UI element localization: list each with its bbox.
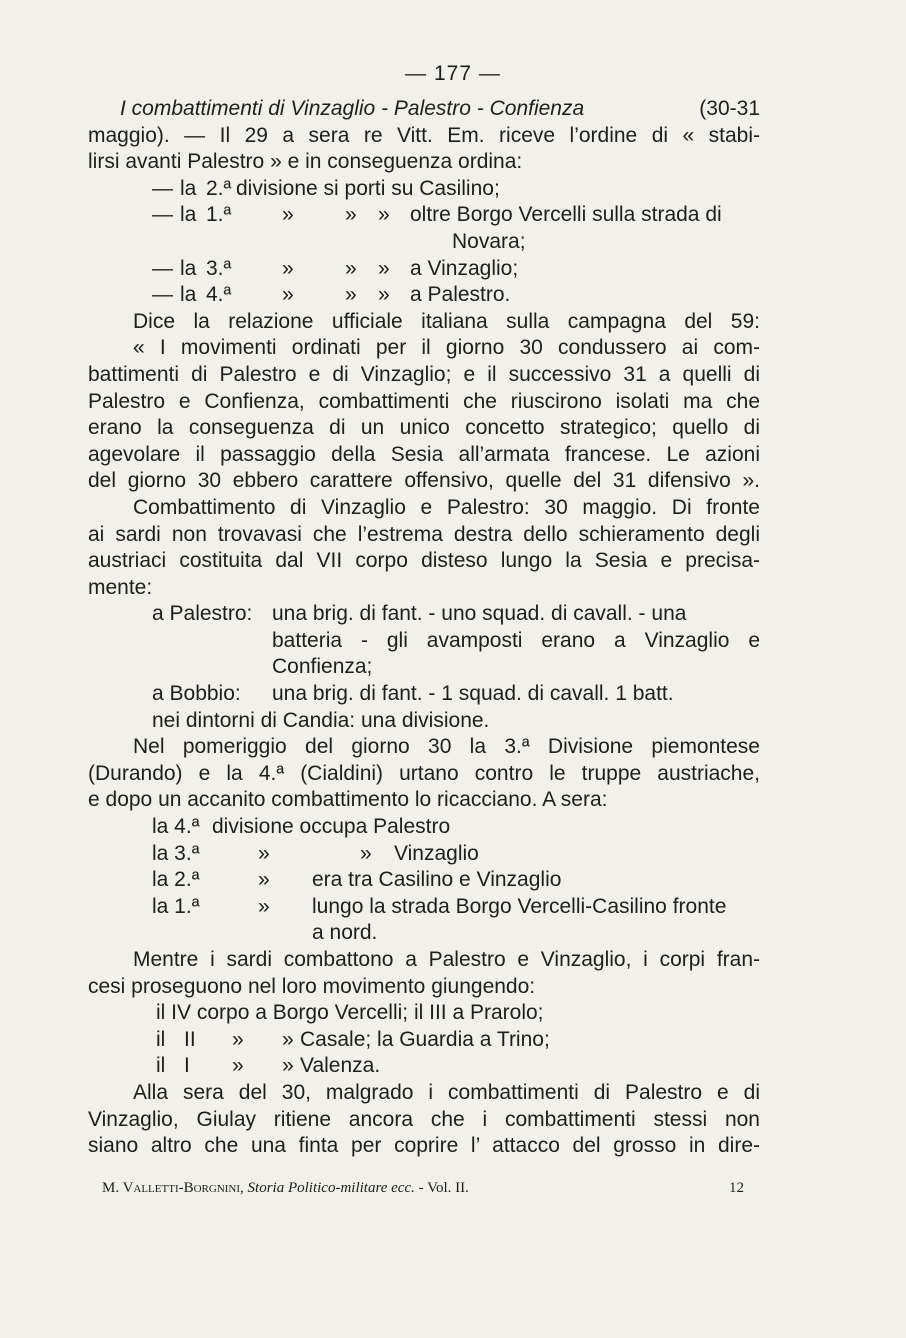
footer-volume: - Vol. II.: [418, 1180, 469, 1196]
order-num: 4.ª: [206, 283, 232, 307]
paragraph-line: Mentre i sardi combattono a Palestro e Vinzaglio, i corpi fran-: [133, 948, 760, 971]
paragraph-line: Combattimento di Vinzaglio e Palestro: 30 maggio. Di fronte: [133, 495, 760, 519]
text-line: lirsi avanti Palestro » e in conseguenza ordina:: [88, 150, 523, 174]
order-item: [88, 256, 760, 283]
ditto-mark: »: [282, 256, 294, 280]
paragraph-line: Palestro e Confienza, combattimenti che riuscirono isolati ma che: [88, 389, 760, 413]
ditto-mark: »: [282, 1027, 294, 1051]
footer-author: M. Valletti-Borgnini,: [102, 1180, 244, 1196]
title-line: [88, 96, 760, 123]
order-num: 2.ª: [206, 176, 232, 200]
paragraph-line: del giorno 30 ebbero carattere offensivo, quelle del 31 difensivo ».: [88, 469, 760, 493]
ditto-mark: »: [258, 868, 270, 892]
order-text: a Vinzaglio;: [410, 256, 519, 280]
ditto-mark: »: [378, 203, 390, 227]
paragraph-line: cesi proseguono nel loro movimento giungendo:: [88, 974, 536, 998]
paragraph-line: Nel pomeriggio del giorno 30 la 3.ª Divisione piemontese: [133, 735, 760, 759]
dash: —: [152, 176, 173, 200]
paragraph-line: « I movimenti ordinati per il giorno 30 condussero ai com-: [133, 336, 760, 360]
position-continuation: [88, 628, 760, 655]
order-la: la: [180, 256, 197, 280]
text-line: maggio). — Il 29 a sera re Vitt. Em. riceve l’ordine di « stabi-: [88, 123, 760, 147]
title-dates: (30-31: [699, 97, 760, 120]
corps-il: il: [156, 1027, 166, 1051]
ditto-mark: »: [258, 841, 270, 865]
order-continuation: [88, 229, 760, 256]
ditto-mark: »: [282, 203, 294, 227]
order-la: la: [180, 176, 197, 200]
position-text-cont: Confienza;: [272, 655, 373, 679]
evening-item: [88, 867, 760, 894]
division-text: Vinzaglio: [394, 841, 479, 865]
corps-number: II: [184, 1027, 196, 1051]
order-la: la: [180, 283, 197, 307]
order-item: [88, 176, 760, 203]
evening-item: [88, 814, 760, 841]
corps-text: il IV corpo a Borgo Vercelli; il III a Prarolo;: [156, 1001, 544, 1025]
division-label: la 3.ª: [152, 841, 200, 865]
paragraph-line: battimenti di Palestro e di Vinzaglio; e il successivo 31 a quelli di: [88, 362, 760, 386]
ditto-mark: »: [378, 256, 390, 280]
corps-number: I: [184, 1054, 190, 1078]
position-item: [88, 681, 760, 708]
paragraph-line: siano altro che una finta per coprire l’ attacco del grosso in dire-: [88, 1134, 760, 1158]
evening-continuation: [88, 920, 760, 947]
ditto-mark: »: [282, 1054, 294, 1078]
footer-signature: 12: [729, 1180, 744, 1196]
paragraph-line: Alla sera del 30, malgrado i combattimenti di Palestro e di: [133, 1080, 760, 1104]
order-text-cont: Novara;: [452, 229, 526, 253]
paragraph-line: ai sardi non trovavasi che l’estrema destra dello schieramento degli: [88, 522, 760, 546]
order-text: divisione si porti su Casilino;: [236, 176, 500, 200]
division-label: la 2.ª: [152, 868, 200, 892]
order-num: 1.ª: [206, 203, 232, 227]
corps-item: [88, 1053, 760, 1080]
ditto-mark: »: [232, 1054, 244, 1078]
position-place: a Bobbio:: [152, 682, 241, 706]
paragraph-line: (Durando) e la 4.ª (Cialdini) urtano contro le truppe austriache,: [88, 761, 760, 785]
page-footer: [102, 1180, 744, 1197]
dash: —: [152, 203, 173, 227]
ditto-mark: »: [345, 283, 357, 307]
dash: —: [152, 256, 173, 280]
position-text: nei dintorni di Candia: una divisione.: [152, 708, 490, 732]
evening-item: [88, 894, 760, 921]
division-text: era tra Casilino e Vinzaglio: [312, 868, 562, 892]
position-text: una brig. di fant. - 1 squad. di cavall. 1 batt.: [272, 682, 674, 706]
order-la: la: [180, 203, 197, 227]
page-number: — 177 —: [405, 62, 501, 85]
ditto-mark: »: [232, 1027, 244, 1051]
order-text: a Palestro.: [410, 283, 511, 307]
corps-item: [88, 1000, 760, 1027]
paragraph-line: agevolare il passaggio della Sesia all’armata francese. Le azioni: [88, 442, 760, 466]
corps-il: il: [156, 1054, 166, 1078]
position-continuation: [88, 654, 760, 681]
division-text: divisione occupa Palestro: [212, 815, 451, 839]
order-text: oltre Borgo Vercelli sulla strada di: [410, 203, 722, 227]
footer-work: Storia Politico-militare ecc.: [247, 1180, 415, 1196]
position-text: una brig. di fant. - uno squad. di cavall. - una: [272, 602, 687, 626]
body-text: [88, 96, 760, 1160]
order-item: [88, 202, 760, 229]
corps-text: Casale; la Guardia a Trino;: [300, 1027, 550, 1051]
division-text-cont: a nord.: [312, 921, 378, 945]
position-item: [88, 708, 760, 735]
paragraph-line: austriaci costituita dal VII corpo disteso lungo la Sesia e precisa-: [88, 549, 760, 573]
position-text-cont: batteria - gli avamposti erano a Vinzaglio e: [272, 628, 760, 652]
order-item: [88, 282, 760, 309]
position-item: [88, 601, 760, 628]
evening-item: [88, 841, 760, 868]
ditto-mark: »: [378, 283, 390, 307]
position-place: a Palestro:: [152, 602, 253, 626]
division-label: la 1.ª: [152, 894, 200, 918]
ditto-mark: »: [360, 841, 372, 865]
paragraph-line: Dice la relazione ufficiale italiana sulla campagna del 59:: [133, 309, 760, 333]
ditto-mark: »: [345, 256, 357, 280]
division-text: lungo la strada Borgo Vercelli-Casilino fronte: [312, 894, 727, 918]
division-label: la 4.ª: [152, 815, 200, 839]
paragraph-line: mente:: [88, 575, 153, 599]
ditto-mark: »: [345, 203, 357, 227]
paragraph-line: erano la conseguenza di un unico concetto strategico; quello di: [88, 416, 760, 440]
ditto-mark: »: [258, 894, 270, 918]
corps-text: Valenza.: [300, 1054, 381, 1078]
paragraph-line: Vinzaglio, Giulay ritiene ancora che i combattimenti stessi non: [88, 1107, 760, 1131]
corps-item: [88, 1027, 760, 1054]
ditto-mark: »: [282, 283, 294, 307]
section-title: I combattimenti di Vinzaglio - Palestro - Confienza: [120, 97, 585, 120]
paragraph-line: e dopo un accanito combattimento lo ricacciano. A sera:: [88, 788, 608, 812]
dash: —: [152, 283, 173, 307]
order-num: 3.ª: [206, 256, 232, 280]
